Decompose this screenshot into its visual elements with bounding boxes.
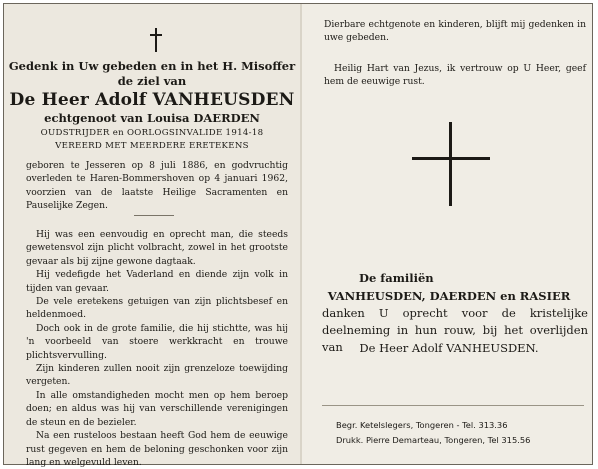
bio-paragraph: Hij vedefigde het Vaderland en diende zijn volk in tijden van gevaar. [26, 269, 288, 294]
bio-paragraph: Na een rusteloos bestaan heeft God hem de eeuwige rust gegeven en hem de beloning geschonken voor zijn lang en welgevuld leven. [26, 430, 288, 468]
divider [134, 215, 174, 216]
families-names: VANHEUSDEN, DAERDEN en RASIER [327, 289, 571, 303]
intro-line-1: Gedenk in Uw gebeden en in het H. Misoffer [8, 59, 296, 73]
printer-line-2: Drukk. Pierre Demarteau, Tongeren, Tel 315.56 [336, 435, 531, 445]
bio-paragraph: Doch ook in de grote familie, die hij stichtte, was hij 'n voorbeeld van stoere werkkracht en trouwe plichtsvervulling. [26, 322, 288, 361]
biography-intro [26, 159, 288, 213]
honors-line-2: VEREERD MET MEERDERE ERETEKENS [55, 141, 249, 151]
small-cross-icon [150, 28, 162, 52]
honors-line-1: OUDSTRIJDER en OORLOGSINVALIDE 1914-18 [40, 128, 264, 138]
large-cross-icon [412, 122, 490, 206]
thanks-text: danken U oprecht voor de kristelijke deelneming in hun rouw, bij het overlijden van [322, 306, 588, 354]
bio-paragraph: Hij was een eenvoudig en oprecht man, die steeds gewetensvol zijn plicht volbracht, zowel in het grootste gevaar als bij zijne gewone dagtaak. [26, 229, 288, 267]
bio-paragraph: Zijn kinderen zullen nooit zijn grenzeloze toewijding vergeten. [26, 363, 288, 388]
intro-line-2: de ziel van [117, 74, 187, 88]
biography-intro-text: geboren te Jesseren op 8 juli 1886, en godvruchtig overleden te Haren-Bommershoven op 4 januari 1962, voorzien van de laatste Heilige Sacramenten en Pauselijke Zegen. [26, 160, 288, 212]
bio-paragraph: In alle omstandigheden mocht men op hem beroep doen; en aldus was hij van verschillende verenigingen de steun en de bezieler. [26, 389, 288, 428]
prayer-text: Heilig Hart van Jezus, ik vertrouw op U Heer, geef hem de eeuwige rust. [324, 63, 586, 88]
biography-body [26, 228, 288, 469]
printer-rule [322, 405, 584, 406]
farewell-text: Dierbare echtgenote en kinderen, blijft mij gedenken in uwe gebeden. [324, 19, 586, 44]
spouse-line: echtgenoot van Louisa DAERDEN [44, 111, 260, 125]
deceased-name: De Heer Adolf VANHEUSDEN [9, 90, 295, 110]
printer-line-1: Begr. Ketelslegers, Tongeren - Tel. 313.36 [336, 420, 508, 430]
bio-paragraph: De vele eretekens getuigen van zijn plichtsbesef en heldenmoed. [26, 296, 288, 321]
families-heading: De familiën [359, 271, 434, 285]
thanks-name: De Heer Adolf VANHEUSDEN. [359, 341, 539, 355]
memorial-card [3, 3, 593, 468]
